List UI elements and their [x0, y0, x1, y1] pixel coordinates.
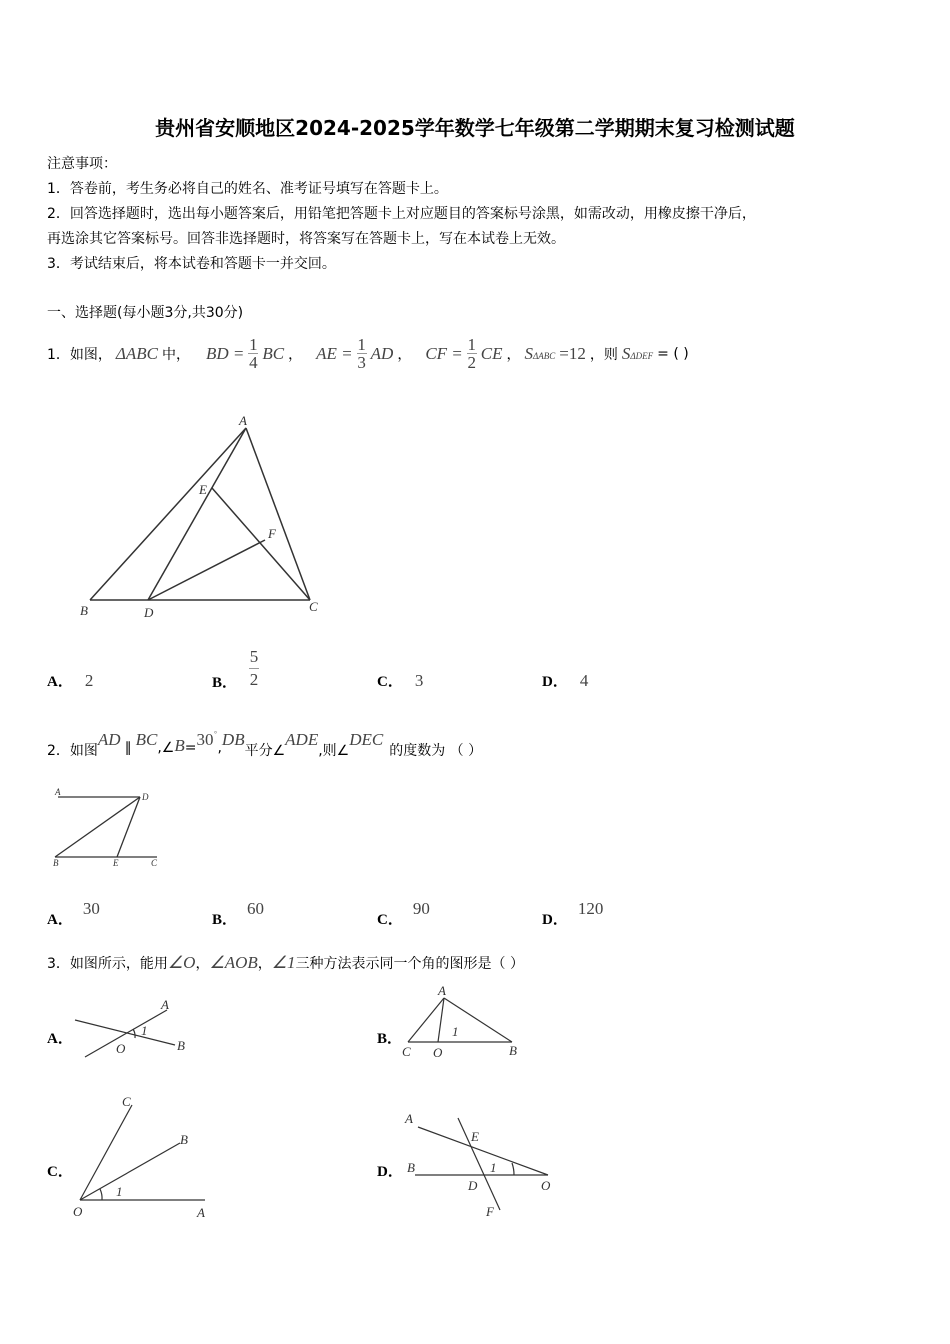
math: AD — [370, 343, 394, 363]
q3-option-b[interactable]: B． — [377, 1031, 403, 1047]
label-o: O — [433, 1045, 443, 1060]
label-c: C — [309, 599, 318, 614]
math: SΔABC — [524, 343, 556, 363]
q1-number: 1．如图， — [47, 346, 112, 363]
text: ， — [288, 346, 303, 363]
notice-item: 1．答卷前，考生务必将自己的姓名、准考证号填写在答题卡上。 — [47, 181, 448, 197]
q2-option-b[interactable]: B．60 — [212, 899, 265, 928]
q1-option-b[interactable]: B． $\frac{5}{2}$ — [212, 647, 259, 691]
q1-option-a[interactable]: A． 2 — [47, 671, 94, 690]
label-b: B — [80, 603, 88, 618]
q3-figure-d — [415, 1118, 548, 1210]
math: =12 — [559, 343, 586, 363]
label-a: A — [438, 983, 446, 998]
label-b: B — [53, 858, 59, 868]
math: BC — [262, 343, 285, 363]
label-o: O — [116, 1041, 126, 1056]
math: CE — [480, 343, 503, 363]
notice-item: 2．回答选择题时，选出每小题答案后，用铅笔把答题卡上对应题目的答案标号涂黑，如需改动，用橡皮擦干净后， — [47, 206, 756, 222]
math: AE = — [316, 343, 353, 363]
math: ΔABC — [115, 343, 159, 363]
q2-option-c[interactable]: C．90 — [377, 899, 430, 928]
text: ， — [506, 346, 521, 363]
notice-item: 再选涂其它答案标号。回答非选择题时，将答案写在答题卡上，写在本试卷上无效。 — [47, 231, 565, 247]
label-b: B — [407, 1160, 415, 1175]
q3-figure-b — [408, 998, 512, 1042]
math: BD = — [206, 343, 245, 363]
q2-option-d[interactable]: D．120 — [542, 899, 604, 928]
label-c: C — [151, 858, 158, 868]
question-2: 2．如图 AD ∥ BC ,∠ B = 30 ° , DB 平分∠ ADE ,则∠ DEC 的度数为 （ ） — [47, 730, 483, 759]
q3-option-c[interactable]: C． — [47, 1164, 73, 1180]
label-f: F — [268, 526, 276, 541]
label-1: 1 — [490, 1160, 497, 1175]
label-a: A — [197, 1205, 205, 1220]
q2-option-a[interactable]: A．30 — [47, 899, 100, 928]
q1-triangle-figure — [90, 428, 310, 600]
text: 中， — [162, 346, 191, 363]
q3-figure-c — [80, 1105, 205, 1200]
page-title: 贵州省安顺地区2024-2025学年数学七年级第二学期期末复习检测试题 — [155, 116, 795, 140]
label-e: E — [199, 482, 207, 497]
label-e: E — [113, 858, 119, 868]
q2-figure — [55, 797, 157, 857]
fraction: $\frac{1}{4}$ — [249, 335, 258, 372]
label-a: A — [55, 787, 61, 797]
label-d: D — [142, 792, 149, 802]
q1-option-c[interactable]: C． 3 — [377, 671, 424, 690]
label-1: 1 — [141, 1023, 148, 1038]
label-1: 1 — [452, 1024, 459, 1039]
math: CF = — [425, 343, 463, 363]
label-c: C — [402, 1044, 411, 1059]
text: ， — [397, 346, 412, 363]
label-f: F — [486, 1204, 494, 1219]
q3-option-a[interactable]: A． — [47, 1031, 73, 1047]
fraction: $\frac{1}{3}$ — [357, 335, 366, 372]
label-b: B — [180, 1132, 188, 1147]
fraction: $\frac{1}{2}$ — [467, 335, 477, 372]
label-o: O — [73, 1204, 83, 1219]
label-d: D — [144, 605, 154, 620]
label-o: O — [541, 1178, 551, 1193]
label-1: 1 — [116, 1184, 123, 1199]
label-d: D — [468, 1178, 478, 1193]
section-heading: 一、选择题(每小题3分,共30分) — [47, 305, 244, 321]
q1-option-d[interactable]: D． 4 — [542, 671, 589, 690]
question-3: 3．如图所示，能用 ∠O ， ∠AOB ， ∠1 三种方法表示同一个角的图形是（ ） — [47, 953, 524, 972]
notice-heading: 注意事项： — [47, 156, 117, 172]
notice-item: 3．考试结束后，将本试卷和答题卡一并交回。 — [47, 256, 336, 272]
q3-option-d[interactable]: D． — [377, 1164, 403, 1180]
label-a: A — [239, 413, 247, 428]
label-b: B — [509, 1043, 517, 1058]
label-c: C — [122, 1094, 131, 1109]
text: ，则 — [589, 346, 618, 363]
label-a: A — [405, 1111, 413, 1126]
math: SΔDEF — [621, 343, 654, 363]
label-e: E — [471, 1129, 479, 1144]
text: = ( ) — [657, 345, 689, 362]
label-a: A — [161, 997, 169, 1012]
label-b: B — [177, 1038, 185, 1053]
